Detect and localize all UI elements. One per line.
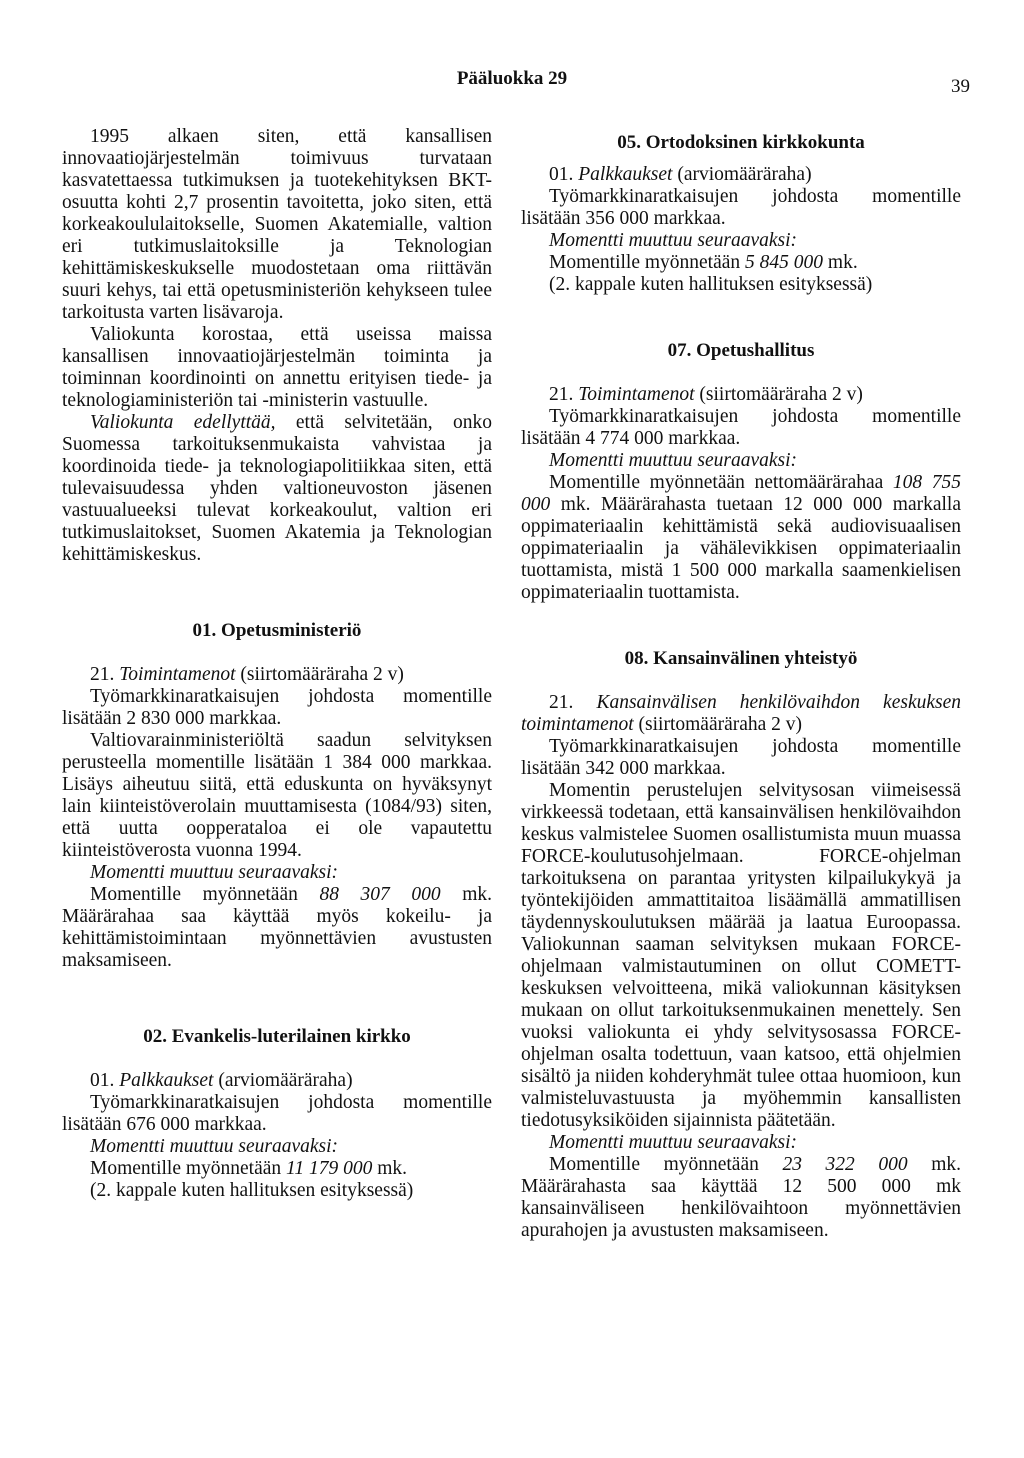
item-number: 21. <box>90 664 120 685</box>
item-kind: (siirtomääräraha 2 v) <box>694 384 863 405</box>
grant-paragraph-07 <box>521 472 961 604</box>
left-column <box>62 126 492 1202</box>
grant-amount: 88 307 000 <box>319 884 441 905</box>
grant-suffix: mk. Määrärahasta tuetaan 12 000 000 markalla oppimateriaalin kehittämistä sekä audiovisuaalisen oppimateriaalin ja vähälevikkisen oppimateriaalin tuottamista, mistä 1 500 000 markalla saamenkielisen oppimateriaalin tuottamista. <box>521 494 961 603</box>
paragraph-innovation-system: 1995 alkaen siten, että kansallisen innovaatiojärjestelmän toimivuus turvataan kasvatettaessa tutkimuksen ja tuotekehityksen BKT-osuutta kohti 2,7 prosentin tavoitetta, joko siten, että korkeakoululaitokselle, Suomen Akatemialle, valtion eri tutkimuslaitoksille ja Teknologian kehittämiskeskukselle muodostetaan oma riittävän suuri kehys, tai että opetusministeriön kehykseen tulee tarkoitusta varten lisävaroja. <box>62 126 492 323</box>
item-title: Palkkaukset <box>119 1070 214 1091</box>
committee-requires-text: että selvitetään, onko Suomessa tarkoituksenmukaista vahvistaa ja koordinoida tiede- ja teknologiapolitiikkaa siten, että tulevaisuudessa yhden valtioneuvoston jäsenen vastuualueeksi tulevat korkeakoulut, valtion eri tutkimuslaitokset, Suomen Akatemia ja Teknologian kehittämiskeskus. <box>62 412 492 565</box>
change-label-08: Momentti muuttuu seuraavaksi: <box>549 1132 798 1153</box>
note-02: (2. kappale kuten hallituksen esityksessä) <box>90 1180 414 1201</box>
item-number: 21. <box>549 384 579 405</box>
item-title: Toimintamenot <box>119 664 236 685</box>
committee-requires-label: Valiokunta edellyttää, <box>90 412 276 433</box>
change-label-05: Momentti muuttuu seuraavaksi: <box>549 230 798 251</box>
section-heading-02: 02. Evankelis-luterilainen kirkko <box>143 1026 411 1047</box>
change-label-01: Momentti muuttuu seuraavaksi: <box>90 862 339 883</box>
item-title: Toimintamenot <box>578 384 695 405</box>
item-line-05-01 <box>521 164 961 186</box>
grant-paragraph-08 <box>521 1154 961 1242</box>
item-line-02-01 <box>62 1070 492 1092</box>
item-number: 21. <box>549 692 597 713</box>
paragraph-08-force: Momentin perustelujen selvitysosan viimeisessä virkkeessä todetaan, että kansainvälisen henkilövaihdon keskus valmistelee Suomen osallistumista muun muassa FORCE-koulutusohjelmaan. FORCE-ohjelman tarkoituksena on parantaa yritysten kilpailukykyä ja työntekijöiden ammattitaitoa lisäämällä ammatillisen täydennyskoulutuksen määrää ja laatua Euroopassa. Valiokunnan saaman selvityksen mukaan FORCE-ohjelmaan valmistautuminen on ollut COMETT-keskuksen velvoitteena, mikä valiokunnan käsityksen mukaan on ollut tarkoituksenmukainen menettely. Sen vuoksi valiokunta ei yhdy selvitysosassa FORCE-ohjelman osalta todettuun, vaan katsoo, että ohjelmien sisältö ja niiden kohderyhmät tulee ottaa huomioon, kun valmisteluvastuusta ja myöhemmin kansallisten tiedotusyksiköiden sijainnista päätetään. <box>521 780 961 1131</box>
grant-paragraph-01 <box>62 884 492 972</box>
section-heading-01: 01. Opetusministeriö <box>192 620 362 641</box>
paragraph-05-salary: Työmarkkinaratkaisujen johdosta momentille lisätään 356 000 markkaa. <box>521 186 961 229</box>
change-label-02: Momentti muuttuu seuraavaksi: <box>90 1136 339 1157</box>
change-label-07: Momentti muuttuu seuraavaksi: <box>549 450 798 471</box>
item-kind: (arviomääräraha) <box>213 1070 353 1091</box>
grant-prefix: Momentille myönnetään <box>90 1158 287 1179</box>
section-heading-07: 07. Opetushallitus <box>667 340 815 361</box>
paragraph-committee-requires <box>62 412 492 566</box>
grant-suffix: mk. <box>372 1158 408 1179</box>
grant-paragraph-05 <box>521 252 961 274</box>
grant-prefix: Momentille myönnetään nettomäärärahaa <box>549 472 893 493</box>
grant-suffix: mk. <box>823 252 858 273</box>
grant-prefix: Momentille myönnetään <box>549 1154 783 1175</box>
item-kind: (arviomääräraha) <box>672 164 812 185</box>
section-heading-05: 05. Ortodoksinen kirkkokunta <box>617 132 865 153</box>
paragraph-02-salary: Työmarkkinaratkaisujen johdosta momentille lisätään 676 000 markkaa. <box>62 1092 492 1135</box>
page-number: 39 <box>951 76 970 97</box>
right-column <box>521 126 961 1242</box>
grant-amount: 108 755 000 <box>521 472 961 515</box>
item-line-08-21 <box>521 692 961 736</box>
item-title: Palkkaukset <box>578 164 673 185</box>
item-kind: (siirtomääräraha 2 v) <box>235 664 404 685</box>
paragraph-committee-emphasis: Valiokunta korostaa, että useissa maissa kansallisen innovaatiojärjestelmän toiminta ja toiminnan koordinointi on annettu erityisen tiede- ja teknologiaministeriön tai -ministerin vastuulle. <box>62 324 492 411</box>
paragraph-07-salary: Työmarkkinaratkaisujen johdosta momentille lisätään 4 774 000 markkaa. <box>521 406 961 449</box>
paragraph-01-salary: Työmarkkinaratkaisujen johdosta momentille lisätään 2 830 000 markkaa. <box>62 686 492 729</box>
item-line-07-21 <box>521 384 961 406</box>
paragraph-08-salary: Työmarkkinaratkaisujen johdosta momentille lisätään 342 000 markkaa. <box>521 736 961 779</box>
grant-amount: 23 322 000 <box>782 1154 908 1175</box>
grant-prefix: Momentille myönnetään <box>90 884 320 905</box>
item-line-01-21 <box>62 664 492 686</box>
item-number: 01. <box>90 1070 120 1091</box>
note-05: (2. kappale kuten hallituksen esityksessä) <box>549 274 873 295</box>
grant-suffix: mk. Määrärahaa saa käyttää myös kokeilu- ja kehittämistoimintaan myönnettävien avustusten maksamiseen. <box>62 884 492 971</box>
grant-prefix: Momentille myönnetään <box>549 252 746 273</box>
section-heading-08: 08. Kansainvälinen yhteistyö <box>624 648 858 669</box>
item-number: 01. <box>549 164 579 185</box>
grant-paragraph-02 <box>62 1158 492 1180</box>
item-title: Kansainvälisen henkilövaihdon keskuksen toimintamenot <box>521 692 962 735</box>
grant-amount: 5 845 000 <box>745 252 824 273</box>
grant-suffix: mk. Määrärahasta saa käyttää 12 500 000 mk kansainväliseen henkilövaihtoon myönnettävien apurahojen ja avustusten maksamiseen. <box>521 1154 961 1241</box>
grant-amount: 11 179 000 <box>286 1158 373 1179</box>
item-kind: (siirtomääräraha 2 v) <box>633 714 803 735</box>
paragraph-01-tax: Valtiovarainministeriöltä saadun selvityksen perusteella momentille lisätään 1 384 000 markkaa. Lisäys aiheutuu siitä, että eduskunta on hyväksynyt lain kiinteistöverolain muuttamisesta (1084/93) siten, että uutta oopperataloa ei ole vapautettu kiinteistöverosta vuonna 1994. <box>62 730 492 861</box>
running-header: Pääluokka 29 <box>456 68 568 89</box>
